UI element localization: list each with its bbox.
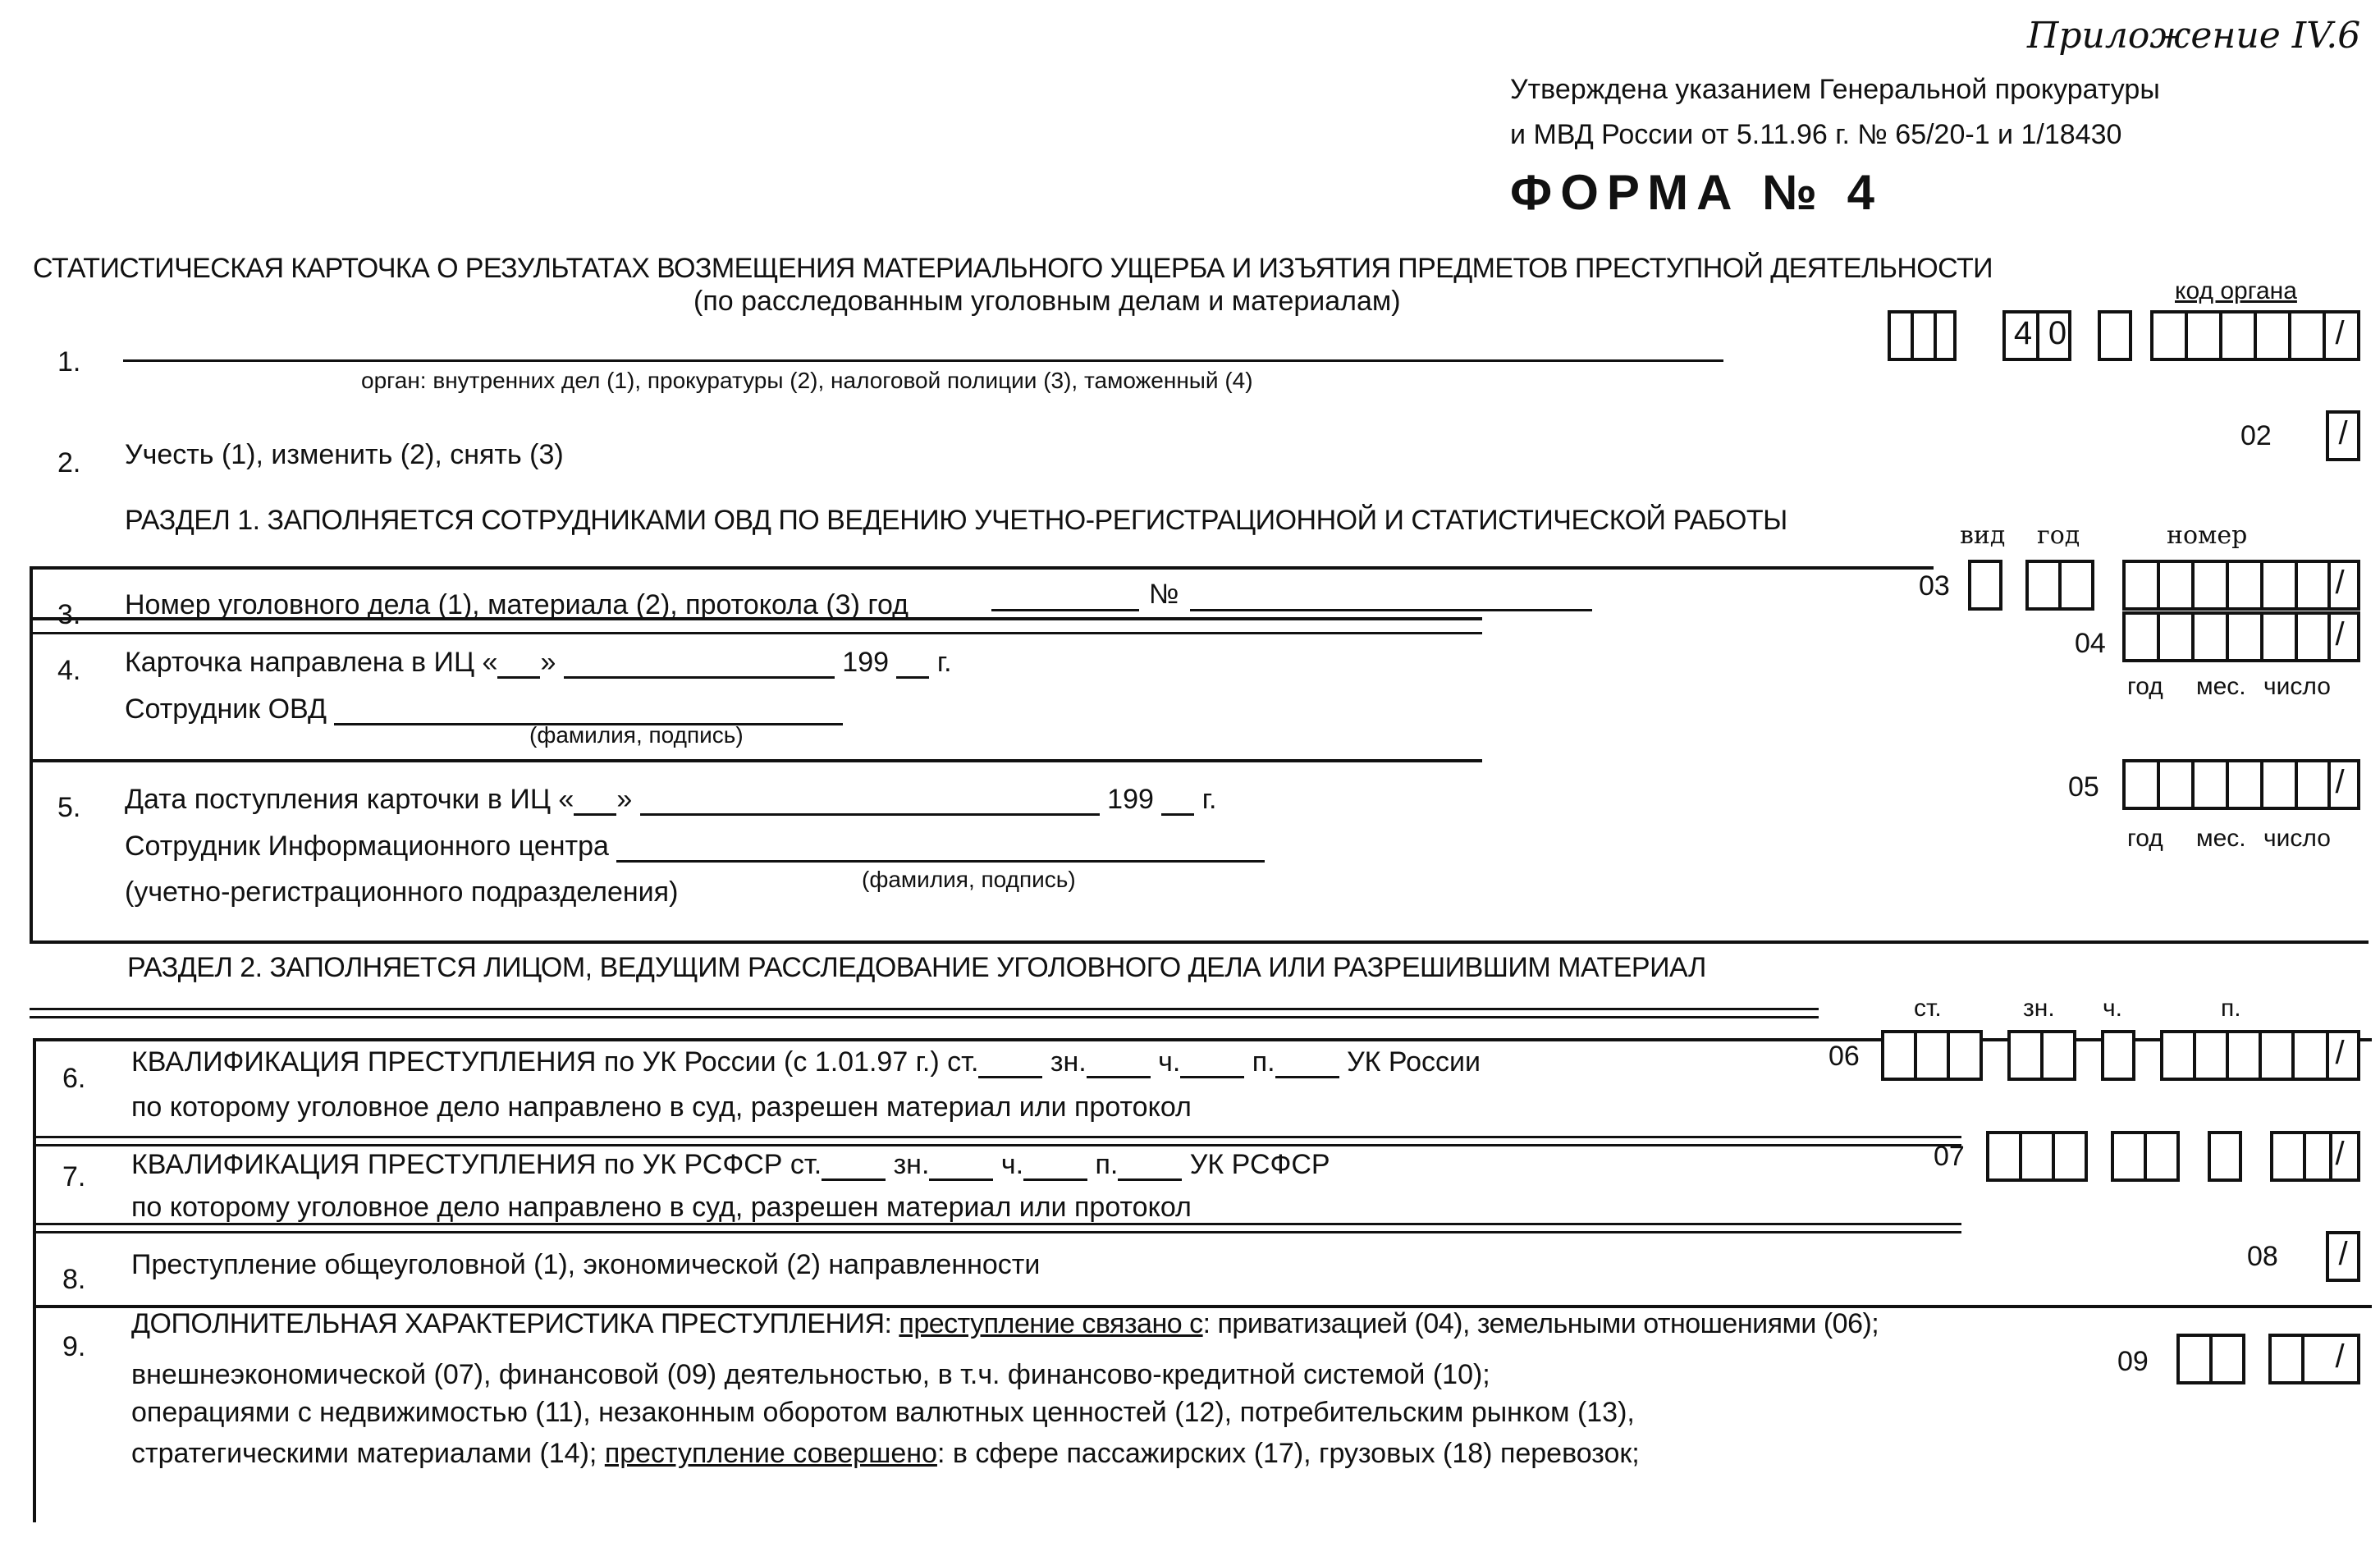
row6-number: 6. — [62, 1063, 86, 1094]
row5-month-field[interactable] — [640, 789, 1100, 816]
row3-no-sign: № — [1149, 579, 1179, 610]
row3-vid-box[interactable] — [1968, 560, 2002, 611]
row3-text: Номер уголовного дела (1), материала (2), протокола (3) год — [125, 589, 909, 620]
card-title: СТАТИСТИЧЕСКАЯ КАРТОЧКА О РЕЗУЛЬТАТАХ ВОЗМЕЩЕНИЯ МАТЕРИАЛЬНОГО УЩЕРБА И ИЗЪЯТИЯ ПРЕДМЕТОВ ПРЕСТУПНОЙ ДЕЯТЕЛЬНОСТИ — [33, 253, 1993, 284]
row9-line3: операциями с недвижимостью (11), незаконным оборотом валютных ценностей (12), потребительским рынком (13), — [131, 1397, 1635, 1428]
row2-number: 2. — [57, 447, 81, 478]
row9-line1: ДОПОЛНИТЕЛЬНАЯ ХАРАКТЕРИСТИКА ПРЕСТУПЛЕНИЯ: преступление связано с: приватизацией (04), земельными отношениями (06); — [131, 1308, 1879, 1339]
row4-label-month: мес. — [2196, 673, 2246, 700]
row5-line2: Сотрудник Информационного центра — [125, 831, 1265, 863]
code-slash: / — [2335, 315, 2345, 351]
row8-box[interactable]: / — [2326, 1231, 2360, 1282]
row5-year-field[interactable] — [1161, 789, 1194, 816]
section1-col-god: год — [2037, 521, 2080, 550]
row4-line1: Карточка направлена в ИЦ « » 199 г. — [125, 647, 952, 678]
appendix-label: Приложение IV.6 — [2027, 15, 2361, 57]
row2-text: Учесть (1), изменить (2), снять (3) — [125, 439, 564, 470]
row6-p-field[interactable] — [1275, 1051, 1339, 1078]
row5-label-day: число — [2263, 825, 2331, 852]
row8-text: Преступление общеуголовной (1), экономической (2) направленности — [131, 1249, 1041, 1280]
row1-caption: орган: внутренних дел (1), прокуратуры (2), налоговой полиции (3), таможенный (4) — [361, 368, 1253, 393]
section2-col-ch: ч. — [2103, 995, 2122, 1022]
row9-line4: стратегическими материалами (14); преступление совершено: в сфере пассажирских (17), грузовых (18) перевозок; — [131, 1438, 1640, 1469]
row3-number-field[interactable] — [1190, 609, 1592, 611]
row6-line2: по которому уголовное дело направлено в суд, разрешен материал или протокол — [131, 1091, 1192, 1123]
row5-label-month: мес. — [2196, 825, 2246, 852]
row2-box[interactable]: / — [2326, 410, 2360, 461]
row8-code: 08 — [2247, 1241, 2278, 1272]
code-cell-group-1[interactable] — [1888, 310, 1957, 361]
row4-caption: (фамилия, подпись) — [529, 722, 744, 748]
row6-ch-box[interactable] — [2101, 1030, 2135, 1081]
row5-date-box[interactable]: / — [2122, 759, 2360, 810]
row4-code: 04 — [2075, 628, 2106, 659]
row4-month-field[interactable] — [564, 652, 835, 679]
row6-st-box[interactable] — [1881, 1030, 1983, 1081]
row9-code: 09 — [2117, 1346, 2149, 1377]
approval-line-1: Утверждена указанием Генеральной прокуратуры — [1510, 74, 2160, 105]
row8-number: 8. — [62, 1264, 86, 1295]
row7-st-field[interactable] — [822, 1154, 886, 1181]
section2-col-zn: зн. — [2023, 995, 2055, 1022]
row5-line3: (учетно-регистрационного подразделения) — [125, 876, 679, 908]
row6-p-box[interactable]: / — [2160, 1030, 2360, 1081]
row5-caption: (фамилия, подпись) — [862, 867, 1076, 892]
row6-line1: КВАЛИФИКАЦИЯ ПРЕСТУПЛЕНИЯ по УК России (с 1.01.97 г.) ст. зн. ч. п. УК России — [131, 1046, 1481, 1078]
code-cell-single[interactable] — [2098, 310, 2132, 361]
section1-title: РАЗДЕЛ 1. ЗАПОЛНЯЕТСЯ СОТРУДНИКАМИ ОВД ПО ВЕДЕНИЮ УЧЕТНО-РЕГИСТРАЦИОННОЙ И СТАТИСТИЧЕСКОЙ РАБОТЫ — [125, 505, 1787, 536]
row3-number: 3. — [57, 599, 81, 630]
section2-col-st: ст. — [1914, 995, 1942, 1022]
row7-ch-box[interactable] — [2208, 1131, 2242, 1182]
row7-st-box[interactable] — [1986, 1131, 2088, 1182]
code-digit-0: 0 — [2048, 315, 2067, 351]
row4-date-box[interactable]: / — [2122, 611, 2360, 662]
section2-col-p: п. — [2221, 995, 2241, 1022]
row7-line1: КВАЛИФИКАЦИЯ ПРЕСТУПЛЕНИЯ по УК РСФСР ст. зн. ч. п. УК РСФСР — [131, 1149, 1330, 1180]
row4-year-field[interactable] — [896, 652, 929, 679]
section1-col-nomer: номер — [2167, 521, 2248, 550]
row1-organ-line[interactable] — [123, 359, 1723, 362]
row7-zn-field[interactable] — [929, 1154, 993, 1181]
row5-label-year: год — [2127, 825, 2163, 852]
row6-code: 06 — [1828, 1041, 1860, 1072]
section2-title: РАЗДЕЛ 2. ЗАПОЛНЯЕТСЯ ЛИЦОМ, ВЕДУЩИМ РАССЛЕДОВАНИЕ УГОЛОВНОГО ДЕЛА ИЛИ РАЗРЕШИВШИМ МАТЕРИАЛ — [127, 952, 1706, 983]
row3-year-field[interactable] — [991, 609, 1139, 611]
row7-line2: по которому уголовное дело направлено в суд, разрешен материал или протокол — [131, 1192, 1192, 1223]
row9-number: 9. — [62, 1331, 86, 1362]
row6-ch-field[interactable] — [1180, 1051, 1244, 1078]
row4-label-year: год — [2127, 673, 2163, 700]
row7-p-box[interactable]: / — [2270, 1131, 2360, 1182]
row1-number: 1. — [57, 346, 81, 378]
form-title: ФОРМА № 4 — [1510, 165, 1883, 220]
code-of-organ-label: код органа — [2175, 277, 2297, 304]
row5-day-field[interactable] — [574, 789, 616, 816]
row7-number: 7. — [62, 1161, 86, 1192]
row6-st-field[interactable] — [978, 1051, 1042, 1078]
section1-col-vid: вид — [1960, 521, 2006, 550]
row4-day-field[interactable] — [497, 652, 540, 679]
row7-ch-field[interactable] — [1023, 1154, 1087, 1181]
row3-code: 03 — [1919, 570, 1950, 602]
row6-zn-field[interactable] — [1087, 1051, 1151, 1078]
row4-line2: Сотрудник ОВД — [125, 693, 843, 725]
approval-line-2: и МВД России от 5.11.96 г. № 65/20-1 и 1/18430 — [1510, 119, 2122, 150]
row7-code: 07 — [1934, 1141, 1965, 1172]
row9-line2: внешнеэкономической (07), финансовой (09) деятельностью, в т.ч. финансово-кредитной системой (10); — [131, 1359, 1490, 1390]
row2-code: 02 — [2240, 420, 2272, 451]
row5-number: 5. — [57, 792, 81, 823]
row9-box-2[interactable]: / — [2268, 1334, 2360, 1384]
row5-line1: Дата поступления карточки в ИЦ « » 199 г. — [125, 784, 1217, 815]
row4-number: 4. — [57, 655, 81, 686]
row5-employee-field[interactable] — [616, 835, 1265, 863]
row4-label-day: число — [2263, 673, 2331, 700]
row3-number-box[interactable]: / — [2122, 560, 2360, 611]
code-digit-4: 4 — [2013, 315, 2033, 351]
card-subtitle: (по расследованным уголовным делам и материалам) — [693, 286, 1401, 317]
row7-p-field[interactable] — [1118, 1154, 1182, 1181]
row5-code: 05 — [2068, 771, 2099, 803]
